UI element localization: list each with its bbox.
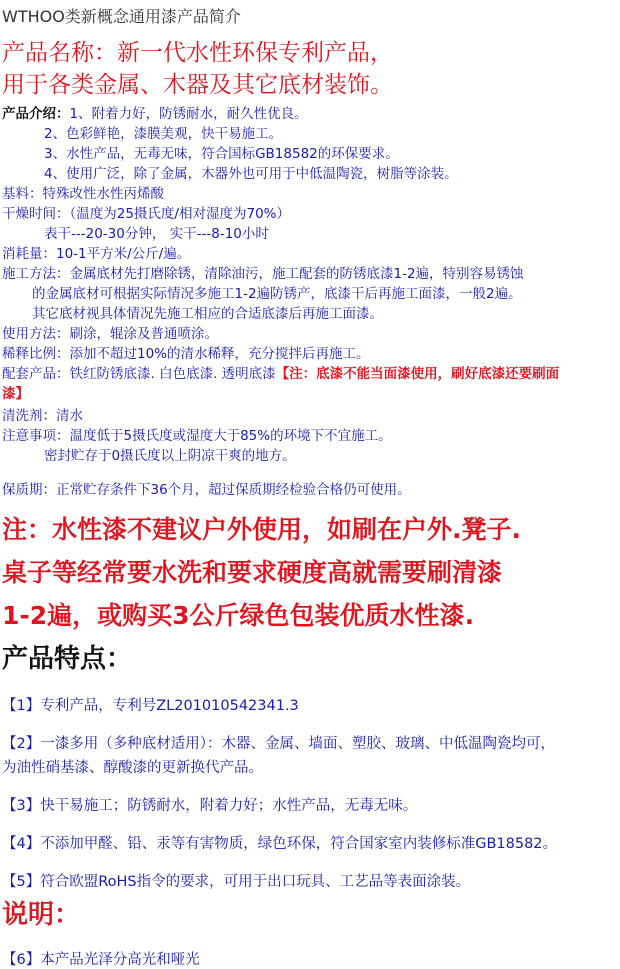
- feature-item: 【4】不添加甲醛、铅、汞等有害物质，绿色环保，符合国家室内装修标准GB18582。: [2, 836, 558, 852]
- product-name-line2: 用于各类金属、木器及其它底材装饰。: [2, 72, 393, 98]
- feature-item: 【3】快干易施工；防锈耐水，附着力好；水性产品，无毒无味。: [2, 798, 418, 814]
- spec-dry-detail: 表干---20-30分钟， 实干---8-10小时: [44, 226, 269, 242]
- intro-line-1: [2, 102, 308, 122]
- spec-method: 其它底材视具体情况先施工相应的合适底漆后再施工面漆。: [32, 306, 383, 322]
- spec-shelf-life: 保质期：正常贮存条件下36个月，超过保质期经检验合格仍可使用。: [2, 482, 411, 498]
- feature-item: 为油性硝基漆、醇酸漆的更新换代产品。: [2, 760, 263, 776]
- intro-item: 3、水性产品，无毒无味，符合国标GB18582的环保要求。: [44, 146, 399, 162]
- feature-item: 【2】一漆多用（多种底材适用）：木器、金属、墙面、塑胶、玻璃、中低温陶瓷均可，: [2, 736, 555, 752]
- notes-title: 说明：: [2, 900, 81, 930]
- spec-consumption: 消耗量：10-1平方米/公斤/遍。: [2, 246, 191, 262]
- intro-item: 2、色彩鲜艳，漆膜美观，快干易施工。: [44, 126, 283, 142]
- intro-item: 1、附着力好，防锈耐水，耐久性优良。: [69, 106, 308, 122]
- intro-label: 产品介绍：: [2, 106, 70, 122]
- spec-usage: 使用方法：刷涂，辊涂及普通喷涂。: [2, 326, 218, 342]
- spec-support: [2, 362, 559, 382]
- warning-line2: 桌子等经常要水洗和要求硬度高就需要刷清漆: [2, 558, 503, 587]
- spec-dry-time: 干燥时间：（温度为25摄氏度/相对湿度为70%）: [2, 206, 290, 222]
- warning-line3: 1-2遍，或购买3公斤绿色包装优质水性漆.: [2, 601, 475, 630]
- spec-caution: 注意事项：温度低于5摄氏度或湿度大于85%的环境下不宜施工。: [2, 428, 392, 444]
- note-item: 【6】本产品光泽分高光和哑光: [2, 952, 200, 968]
- header-title: WTHOO类新概念通用漆产品简介: [2, 7, 241, 26]
- intro-item: 4、使用广泛，除了金属，木器外也可用于中低温陶瓷，树脂等涂装。: [44, 166, 458, 182]
- warning-line1: 注：水性漆不建议户外使用，如刷在户外.凳子.: [2, 515, 521, 544]
- spec-method: 的金属底材可根据实际情况多施工1-2遍防锈产，底漆干后再施工面漆，一般2遍。: [32, 286, 522, 302]
- spec-method: 施工方法：金属底材先打磨除锈，清除油污，施工配套的防锈底漆1-2遍，特别容易锈蚀: [2, 266, 524, 282]
- support-label: 配套产品：铁红防锈底漆. 白色底漆. 透明底漆: [2, 366, 276, 382]
- feature-item: 【1】专利产品，专利号ZL201010542341.3: [2, 698, 299, 714]
- spec-base: 基料：特殊改性水性丙烯酸: [2, 186, 164, 202]
- feature-item: 【5】符合欧盟RoHS指令的要求，可用于出口玩具、工艺品等表面涂装。: [2, 874, 471, 890]
- support-note: 【注：底漆不能当面漆使用，刷好底漆还要刷面: [275, 366, 560, 382]
- support-note-tail: 漆】: [2, 386, 29, 402]
- spec-cleaner: 清洗剂：清水: [2, 408, 83, 424]
- product-name-line1: 产品名称：新一代水性环保专利产品，: [2, 40, 393, 66]
- spec-caution: 密封贮存于0摄氏度以上阴凉干爽的地方。: [44, 448, 296, 464]
- spec-dilution: 稀释比例：添加不超过10%的清水稀释，充分搅拌后再施工。: [2, 346, 370, 362]
- features-title: 产品特点：: [2, 644, 133, 674]
